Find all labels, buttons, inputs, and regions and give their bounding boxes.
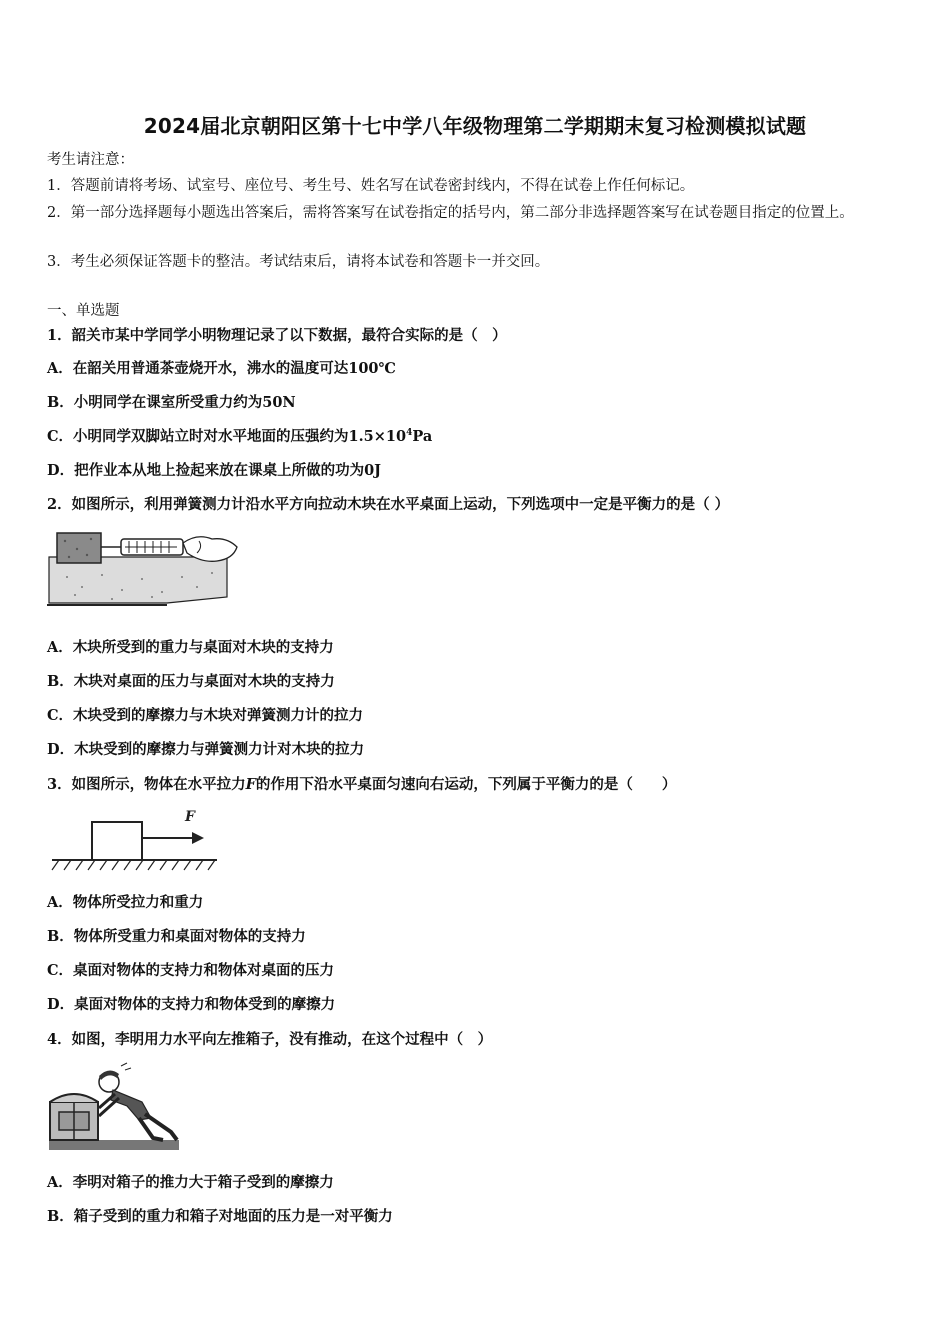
option: A．李明对箱子的推力大于箱子受到的摩擦力 (47, 1174, 334, 1191)
notice-item: 1．答题前请将考场、试室号、座位号、考生号、姓名写在试卷密封线内，不得在试卷上作任何标记。 (47, 178, 695, 194)
notice-item: 3．考生必须保证答题卡的整洁。考试结束后，请将本试卷和答题卡一并交回。 (47, 254, 550, 270)
question-stem: 4．如图，李明用力水平向左推箱子，没有推动，在这个过程中（ ） (47, 1031, 493, 1048)
force-diagram (47, 806, 222, 878)
option: B．箱子受到的重力和箱子对地面的压力是一对平衡力 (47, 1208, 393, 1225)
option: A．木块所受到的重力与桌面对木块的支持力 (47, 639, 334, 656)
spring-scale-figure (47, 527, 242, 609)
option: B．物体所受重力和桌面对物体的支持力 (47, 928, 306, 945)
page-title: 2024届北京朝阳区第十七中学八年级物理第二学期期末复习检测模拟试题 (143, 114, 807, 138)
option: C．小明同学双脚站立时对水平地面的压强约为$1.5\times 10^4Pa$ (47, 428, 433, 445)
section-heading: 一、单选题 (47, 303, 120, 319)
option: D．桌面对物体的支持力和物体受到的摩擦力 (47, 996, 336, 1013)
option: C．桌面对物体的支持力和物体对桌面的压力 (47, 962, 335, 979)
notice-item: 2．第一部分选择题每小题选出答案后，需将答案写在试卷指定的括号内，第二部分非选择题答案写在试卷题目指定的位置上。 (47, 205, 854, 221)
option: C．木块受到的摩擦力与木块对弹簧测力计的拉力 (47, 707, 364, 724)
question-stem: 2．如图所示，利用弹簧测力计沿水平方向拉动木块在水平桌面上运动，下列选项中一定是平衡力的是（ ） (47, 496, 730, 513)
option: A．物体所受拉力和重力 (47, 894, 204, 911)
force-label: F (185, 809, 195, 825)
option: A．在韶关用普通茶壶烧开水，沸水的温度可达100℃ (47, 360, 396, 377)
pushing-box-figure (47, 1062, 182, 1152)
question-stem: 3．如图所示，物体在水平拉力F的作用下沿水平桌面匀速向右运动，下列属于平衡力的是（ ） (47, 776, 677, 793)
option: B．木块对桌面的压力与桌面对木块的支持力 (47, 673, 335, 690)
question-stem: 1．韶关市某中学同学小明物理记录了以下数据，最符合实际的是（ ） (47, 327, 507, 344)
notice-heading: 考生请注意： (47, 152, 134, 168)
option: D．把作业本从地上捡起来放在课桌上所做的功为0J (47, 462, 382, 479)
option: B．小明同学在课室所受重力约为50N (47, 394, 296, 411)
option: D．木块受到的摩擦力与弹簧测力计对木块的拉力 (47, 741, 365, 758)
